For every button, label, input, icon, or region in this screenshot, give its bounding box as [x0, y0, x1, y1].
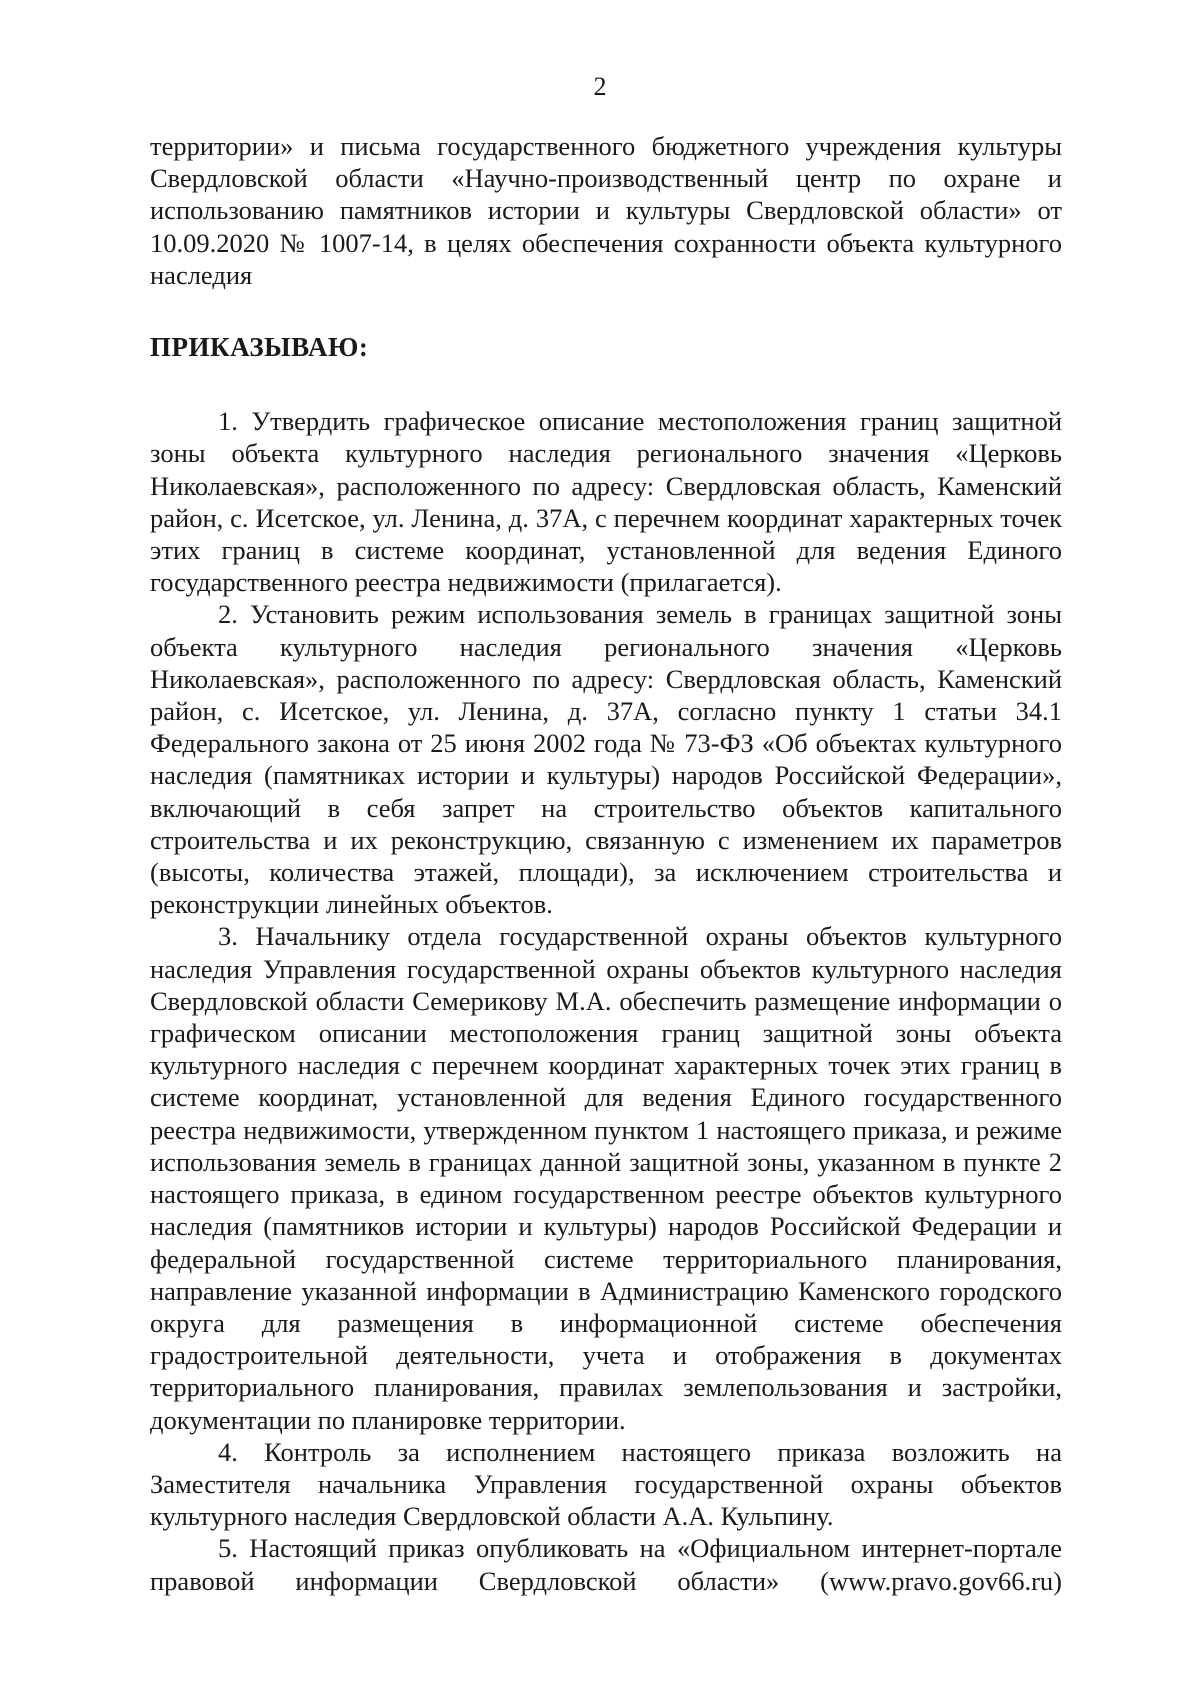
- intro-paragraph: территории» и письма государственного бюджетного учреждения культуры Свердловской области «Научно-производственный центр по охране и использованию памятников истории и культуры Свердловской области» от 10.09.2020 № 1007-14, в целях обеспечения сохранности объекта культурного наследия: [150, 131, 1062, 290]
- order-item-3: 3. Начальнику отдела государственной охраны объектов культурного наследия Управления государственной охраны объектов культурного наследия Свердловской области Семерикову М.А. обеспечить размещение информации о графическом описании местоположения границ защитной зоны объекта культурного наследия с перечнем координат характерных точек этих границ в системе координат, установленной для ведения Единого государственного реестра недвижимости, утвержденном пунктом 1 настоящего приказа, и режиме использования земель в границах данной защитной зоны, указанном в пункте 2 настоящего приказа, в едином государственном реестре объектов культурного наследия (памятников истории и культуры) народов Российской Федерации и федеральной государственной системе территориального планирования, направление указанной информации в Администрацию Каменского городского округа для размещения в информационной системе обеспечения градостроительной деятельности, учета и отображения в документах территориального планирования, правилах землепользования и застройки, документации по планировке территории.: [150, 921, 1062, 1435]
- document-body: [150, 130, 1062, 1597]
- order-heading: ПРИКАЗЫВАЮ:: [150, 332, 369, 363]
- order-item-1: 1. Утвердить графическое описание местоположения границ защитной зоны объекта культурного наследия регионального значения «Церковь Николаевская», расположенного по адресу: Свердловская область, Каменский район, с. Исетское, ул. Ленина, д. 37А, с перечнем координат характерных точек этих границ в системе координат, установленной для ведения Единого государственного реестра недвижимости (прилагается).: [150, 406, 1062, 598]
- order-item-2: 2. Установить режим использования земель в границах защитной зоны объекта культурного наследия регионального значения «Церковь Николаевская», расположенного по адресу: Свердловская область, Каменский район, с. Исетское, ул. Ленина, д. 37А, согласно пункту 1 статьи 34.1 Федерального закона от 25 июня 2002 года № 73-ФЗ «Об объектах культурного наследия (памятниках истории и культуры) народов Российской Федерации», включающий в себя запрет на строительство объектов капитального строительства и их реконструкцию, связанную с изменением их параметров (высоты, количества этажей, площади), за исключением строительства и реконструкции линейных объектов.: [150, 599, 1062, 920]
- order-item-5: 5. Настоящий приказ опубликовать на «Официальном интернет-портале правовой информации Свердловской области» (www.pravo.gov66.ru): [150, 1533, 1062, 1596]
- page-number: 2: [593, 72, 607, 101]
- order-item-4: 4. Контроль за исполнением настоящего приказа возложить на Заместителя начальника Управления государственной охраны объектов культурного наследия Свердловской области А.А. Кульпину.: [150, 1436, 1062, 1532]
